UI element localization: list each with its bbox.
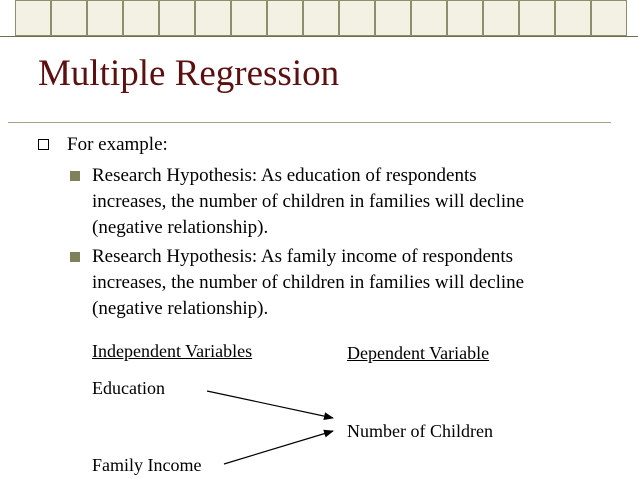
sub-bullet-line: increases, the number of children in families will decline — [92, 191, 525, 212]
decorative-square — [195, 0, 231, 36]
decorative-square — [375, 0, 411, 36]
sub-bullet-line: Research Hypothesis: As family income of respondents — [92, 246, 514, 267]
sub-bullet-education-hypothesis — [70, 163, 524, 241]
decorative-square — [447, 0, 483, 36]
hollow-square-bullet-icon — [38, 139, 49, 150]
bullet-for-example — [38, 134, 168, 156]
filled-square-bullet-icon — [70, 171, 80, 181]
sub-bullet-line: increases, the number of children in families will decline — [92, 272, 525, 293]
independent-var-family-income: Family Income — [92, 455, 202, 475]
independent-variables-header: Independent Variables — [92, 341, 253, 361]
slide-title: Multiple Regression — [38, 53, 340, 94]
decorative-square — [87, 0, 123, 36]
sub-bullet-line: Research Hypothesis: As education of respondents — [92, 165, 477, 186]
bullet-label: For example: — [67, 134, 168, 155]
sub-bullet-line: (negative relationship). — [92, 298, 269, 319]
dependent-var-number-of-children: Number of Children — [347, 421, 493, 441]
decorative-square — [231, 0, 267, 36]
filled-square-bullet-icon — [70, 252, 80, 262]
decorative-square — [555, 0, 591, 36]
decorative-square — [591, 0, 627, 36]
header-divider — [0, 36, 638, 37]
arrow-education-to-children — [207, 391, 333, 418]
independent-var-education: Education — [92, 378, 165, 398]
title-divider — [8, 122, 611, 123]
dependent-variable-header: Dependent Variable — [347, 343, 490, 363]
decorative-square — [303, 0, 339, 36]
decorative-square — [123, 0, 159, 36]
decorative-square — [15, 0, 51, 36]
decorative-square — [159, 0, 195, 36]
decorative-squares — [15, 0, 627, 36]
decorative-square — [339, 0, 375, 36]
decorative-header-strip — [0, 0, 638, 36]
sub-bullet-line: (negative relationship). — [92, 217, 269, 238]
decorative-square — [267, 0, 303, 36]
decorative-square — [51, 0, 87, 36]
arrow-income-to-children — [224, 431, 333, 464]
decorative-square — [411, 0, 447, 36]
sub-bullet-income-hypothesis — [70, 244, 524, 322]
decorative-square — [519, 0, 555, 36]
decorative-square — [483, 0, 519, 36]
